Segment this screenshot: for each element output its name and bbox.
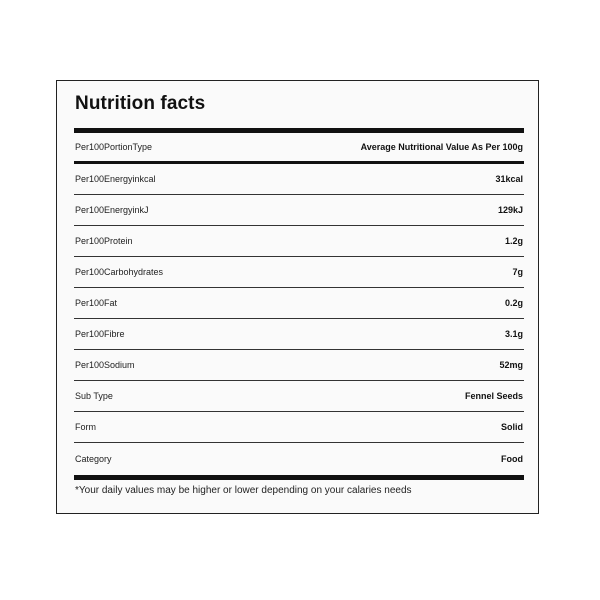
nutrition-title: Nutrition facts <box>75 93 206 114</box>
daily-values-footnote: *Your daily values may be higher or lower depending on your calaries needs <box>75 485 412 496</box>
row-label: Per100Carbohydrates <box>75 267 164 277</box>
row-label: Per100Energyinkcal <box>75 174 156 184</box>
row-value: 7g <box>512 267 523 277</box>
row-value: 1.2g <box>504 236 523 246</box>
table-row-fibre <box>74 319 524 350</box>
nutrition-facts-panel <box>56 80 539 514</box>
row-value: 3.1g <box>504 329 523 339</box>
row-label: Per100PortionType <box>75 142 153 152</box>
table-row-protein <box>74 226 524 257</box>
table-row-portion-type <box>74 133 524 164</box>
table-row-carbohydrates <box>74 257 524 288</box>
row-value: 129kJ <box>497 205 523 215</box>
row-label: Per100Fat <box>75 298 118 308</box>
table-row-energy-kcal <box>74 164 524 195</box>
table-row-form <box>74 412 524 443</box>
row-value: 52mg <box>499 360 523 370</box>
table-row-sub-type <box>74 381 524 412</box>
nutrition-table <box>74 133 524 474</box>
row-label: Per100Fibre <box>75 329 125 339</box>
row-label: Per100Sodium <box>75 360 135 370</box>
row-value: Solid <box>501 422 523 432</box>
row-label: Form <box>75 422 96 432</box>
table-row-fat <box>74 288 524 319</box>
row-label: Per100Protein <box>75 236 133 246</box>
row-label: Per100EnergyinkJ <box>75 205 149 215</box>
row-value: 31kcal <box>495 174 523 184</box>
table-row-energy-kj <box>74 195 524 226</box>
table-row-sodium <box>74 350 524 381</box>
row-label: Sub Type <box>75 391 113 401</box>
row-value: Food <box>501 453 523 464</box>
row-value: Fennel Seeds <box>464 391 523 401</box>
row-value: 0.2g <box>504 298 523 308</box>
table-row-category <box>74 443 524 474</box>
bottom-divider <box>74 475 524 480</box>
row-value: Average Nutritional Value As Per 100g <box>360 142 523 152</box>
row-label: Category <box>75 453 112 464</box>
